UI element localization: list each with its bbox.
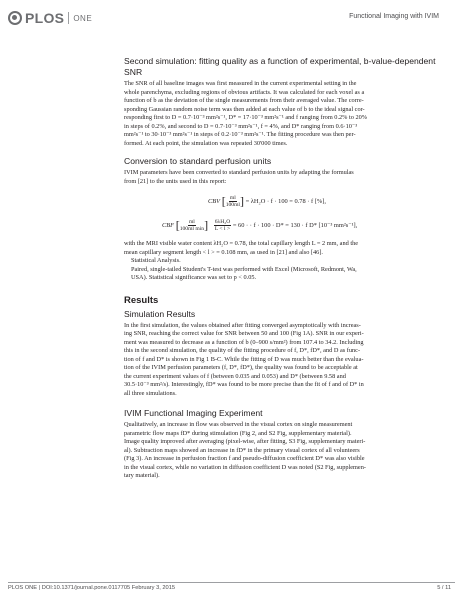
ivim-experiment-line: (Fig 3). An increase in perfusion fraction f and pseudo-diffusion coefficient D* was also visible: [124, 455, 365, 463]
ivim-experiment-line: in the visual cortex, while no variation in diffusion coefficient D was noted (S2 Fig, supplemen-: [124, 463, 366, 471]
paragraph-conversion-intro: [124, 169, 440, 186]
paragraph-statistical-analysis-heading: Statistical Analysis.: [131, 257, 181, 265]
simulation-results-line: 30.5·10⁻³ mm²/s). Interestingly, fD* was found to be more precise than the fit of f and of D* in: [124, 381, 364, 389]
water-content-line: mean capillary segment length < l > = 0.108 mm, as used in [21] and also [46].: [124, 248, 323, 256]
second-simulation-line: mm²s⁻¹ to 30·10⁻³ mm²s⁻¹ in steps of 0.2·10⁻³ mm²s⁻¹. The fitting procedure was then per-: [124, 131, 356, 139]
conversion-intro-line: IVIM parameters have been converted to standard perfusion units by adapting the formulas: [124, 169, 354, 177]
logo-suffix: ONE: [73, 13, 93, 23]
eq-cbf-unit-den: 100ml min: [179, 226, 205, 233]
logo-text: PLOS: [25, 10, 65, 26]
simulation-results-line: ment was measured to decrease as a function of b (0–900 s/mm²) from 107.4 to 34.2. Including: [124, 338, 364, 346]
second-simulation-line: function of b as the deviation of the single measurements from their averaged value. The corre-: [124, 97, 364, 105]
eq-cbv-lhs: CBV: [208, 198, 221, 206]
conversion-intro-line: from [21] to the units used in this report:: [124, 177, 227, 185]
eq-cbv-rhs: = λH₂O · f · 100 = 0.78 · f [%],: [245, 198, 326, 206]
second-simulation-line: whole parenchyma, excluding regions of obvious artifacts. It was calculated for each voxel as a: [124, 88, 365, 96]
ivim-experiment-line: parametric flow maps fD* during stimulation (Fig 2, and S2 Fig, supplementary material).: [124, 429, 352, 437]
second-simulation-line: sponding Gaussian random noise term was then added at each value of b to the ideal signal cor-: [124, 105, 365, 113]
paragraph-statistical-analysis: [124, 266, 440, 283]
second-simulation-line: formed. At each point, the simulation was repeated 30'000 times.: [124, 140, 288, 148]
ivim-experiment-line: Qualitatively, an increase in flow was observed in the visual cortex on single measurement: [124, 421, 353, 429]
paragraph-simulation-results: [124, 322, 440, 399]
logo-divider: [68, 12, 69, 24]
page-number: 5 / 11: [437, 585, 451, 591]
ivim-experiment-line: al). Subtraction maps showed an increase in fD* in the primary visual cortex of all volunteers: [124, 446, 360, 454]
section-heading-conversion: Conversion to standard perfusion units: [124, 155, 272, 166]
paragraph-second-simulation: [124, 80, 440, 148]
plos-logo-icon: [8, 11, 22, 25]
eq-cbf-unit-num: ml: [188, 218, 195, 225]
equation-cbf: CBF [ $\frac{ml}{\text{100ml min}}$ ] $\frac{\text{6λH₂O}}{L < l >}$ = 60 · · f · 100 · D* = 130 · f D* [10⁻³ mm²s⁻¹],: [162, 218, 358, 233]
second-simulation-line: The SNR of all baseline images was first measured in the current experimental setting in the: [124, 80, 357, 88]
simulation-results-line: ing SNR, reaching the correct value for SNR between 50 and 100 (Fig 1A). SNR in our experi-: [124, 330, 364, 338]
statistical-analysis-line: Paired, single-tailed Student's T-test was performed with Excel (Microsoft, Redmont, Wa,: [131, 265, 357, 273]
equation-cbv: CBV [ $\frac{ml}{100ml}$ ] = λH₂O · f · 100 = 0.78 · f [%],: [208, 194, 326, 209]
running-head: Functional Imaging with IVIM: [349, 13, 439, 20]
plos-logo[interactable]: [8, 10, 92, 26]
simulation-results-line: tion of the IVIM perfusion parameters (f, D*, fD*), the quality was found to be acceptable at: [124, 364, 358, 372]
simulation-results-line: this in the second simulation, the quality of the fitting procedure of f, D*, fD*, and D as func-: [124, 347, 361, 355]
paragraph-ivim-experiment: [124, 421, 440, 481]
eq-cbv-unit-num: ml: [229, 194, 236, 201]
eq-cbf-frac-num: 6λH₂O: [214, 218, 231, 225]
simulation-results-line: In the first simulation, the values obtained after fitting converged asymptotically with increas-: [124, 321, 361, 329]
eq-cbv-unit-den: 100ml: [225, 202, 240, 209]
ivim-experiment-line: Image quality improved after averaging (pixel-wise, after fitting, S3 Fig, supplementary materi-: [124, 438, 366, 446]
eq-cbf-frac-den: L < l >: [214, 226, 231, 233]
eq-cbf-lhs: CBF: [162, 222, 175, 230]
section-heading-second-simulation: Second simulation: fitting quality as a function of experimental, b-value-dependent SNR: [124, 56, 436, 77]
eq-cbf-rhs: = 60 · · f · 100 · D* = 130 · f D* [10⁻³ mm²s⁻¹],: [232, 222, 358, 230]
footer-citation[interactable]: PLOS ONE | DOI:10.1371/journal.pone.0117705 February 3, 2015: [8, 585, 176, 591]
second-simulation-line: responding first to D = 0.7·10⁻³ mm²s⁻¹, D* = 17·10⁻³ mm²s⁻¹ and f ranging from 0.2% to 20%: [124, 114, 367, 122]
statistical-analysis-line: USA). Statistical significance was set to p < 0.05.: [131, 274, 257, 282]
footer-rule: [8, 582, 455, 583]
paragraph-water-content: [124, 240, 440, 257]
page-footer: [0, 582, 463, 596]
simulation-results-line: all three simulations.: [124, 389, 177, 397]
simulation-results-line: tion of f and D* is shown in Fig 1 B-C. While the fitting of D was much better than the evalua-: [124, 355, 364, 363]
simulation-results-line: the current experiment values of f (between 0.035 and 0.053) and D* (between 9.58 and: [124, 372, 346, 380]
results-heading: Results: [124, 294, 159, 306]
second-simulation-line: in steps of 0.2%, and second to D = 0.7·10⁻³ mm²s⁻¹, f = 4%, and D* ranging from 0.6·10⁻³: [124, 122, 358, 130]
main-content: [124, 56, 440, 481]
water-content-line: with the MRI visible water content λH₂O = 0.78, the total capillary length L = 2 mm, and the: [124, 240, 359, 248]
subsection-heading-ivim-experiment: IVIM Functional Imaging Experiment: [124, 407, 263, 418]
subsection-heading-simulation-results: Simulation Results: [124, 308, 196, 319]
page-header: [0, 0, 463, 34]
ivim-experiment-line: tary material).: [124, 472, 160, 480]
